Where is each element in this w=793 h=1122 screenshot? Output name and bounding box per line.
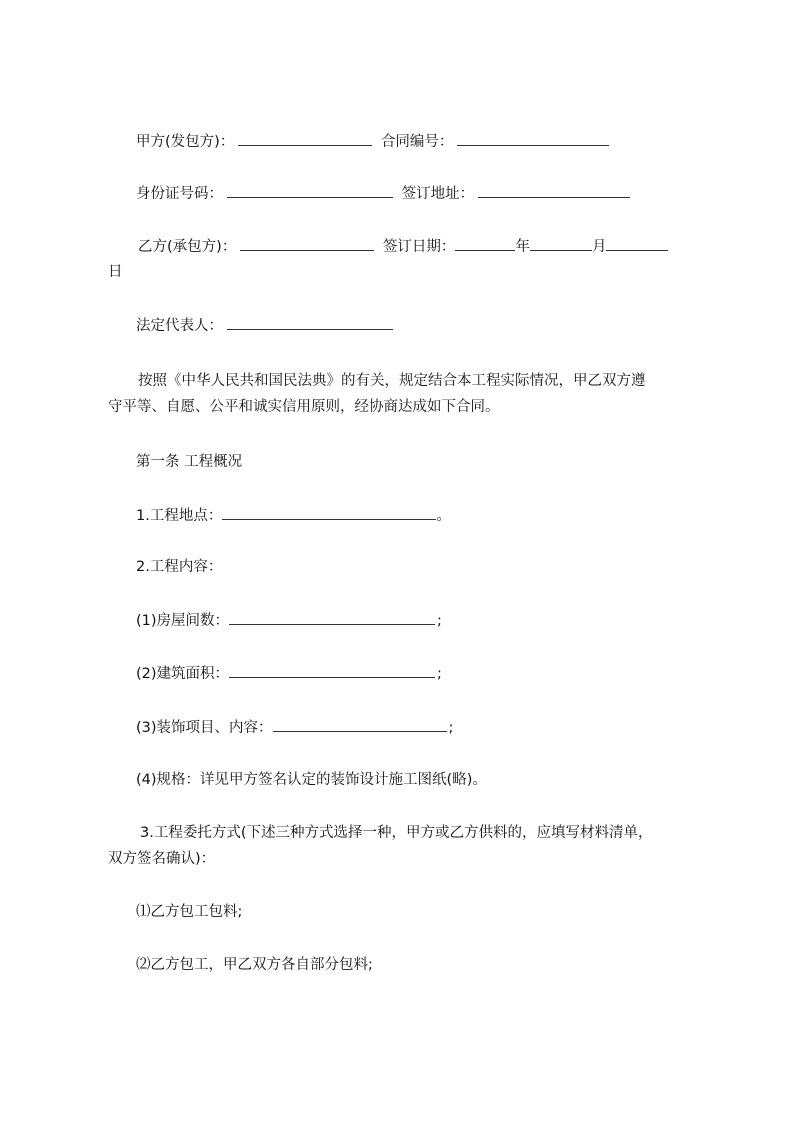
location-blank[interactable] — [222, 505, 436, 520]
sub-1-label: (1)房屋间数： — [136, 613, 230, 629]
contract-no-blank[interactable] — [457, 131, 609, 146]
rooms-blank[interactable] — [229, 610, 435, 625]
item-3-line-1: 3.工程委托方式(下述三种方式选择一种，甲方或乙方供料的，应填写材料清单， — [140, 825, 653, 841]
item-3-line-2: 双方签名确认)： — [108, 851, 216, 867]
legal-rep-blank[interactable] — [227, 315, 393, 330]
day-blank[interactable] — [606, 236, 668, 251]
contract-no-label: 合同编号： — [380, 134, 454, 150]
legal-rep-label: 法定代表人： — [136, 318, 223, 334]
id-no-blank[interactable] — [227, 183, 393, 198]
item-1-label: 1.工程地点： — [136, 508, 223, 524]
sub-3-label: (3)装饰项目、内容： — [136, 720, 273, 736]
day-label: 日 — [108, 264, 123, 280]
year-label: 年 — [515, 239, 530, 255]
sign-address-label: 签订地址： — [401, 186, 475, 202]
items-blank[interactable] — [273, 717, 447, 732]
item-1-line — [136, 505, 451, 526]
intro-line-1: 按照《中华人民共和国民法典》的有关，规定结合本工程实际情况，甲乙双方遵 — [138, 373, 646, 389]
sub-4-line: (4)规格：详见甲方签名认定的装饰设计施工图纸(略)。 — [136, 772, 487, 788]
sub-1-line — [136, 610, 442, 631]
intro-line-2: 守平等、自愿、公平和诚实信用原则，经协商达成如下合同。 — [108, 399, 500, 415]
legal-rep-line — [136, 315, 397, 336]
semicolon: ; — [437, 613, 442, 629]
sign-address-blank[interactable] — [478, 183, 630, 198]
article-1-title: 第一条 工程概况 — [136, 454, 243, 470]
option-2: ⑵乙方包工，甲乙双方各自部分包料; — [136, 957, 373, 973]
sub-2-label: (2)建筑面积： — [136, 666, 230, 682]
year-blank[interactable] — [455, 236, 515, 251]
item-1-end: 。 — [436, 508, 451, 524]
party-b-line — [138, 236, 668, 257]
item-2-label: 2.工程内容： — [136, 559, 223, 575]
party-b-label: 乙方(承包方)： — [138, 239, 237, 255]
semicolon: ; — [437, 666, 442, 682]
option-1: ⑴乙方包工包料; — [136, 904, 243, 920]
month-blank[interactable] — [530, 236, 592, 251]
area-blank[interactable] — [229, 663, 435, 678]
party-a-blank[interactable] — [238, 131, 372, 146]
party-b-blank[interactable] — [240, 236, 374, 251]
month-label: 月 — [591, 239, 607, 255]
sub-3-line — [136, 717, 453, 738]
party-a-line — [136, 131, 613, 152]
sign-date-label: 签订日期： — [382, 239, 456, 255]
sub-2-line — [136, 663, 442, 684]
party-a-label: 甲方(发包方)： — [136, 134, 235, 150]
id-no-label: 身份证号码： — [136, 186, 223, 202]
semicolon: ; — [448, 720, 454, 736]
id-line — [136, 183, 634, 204]
